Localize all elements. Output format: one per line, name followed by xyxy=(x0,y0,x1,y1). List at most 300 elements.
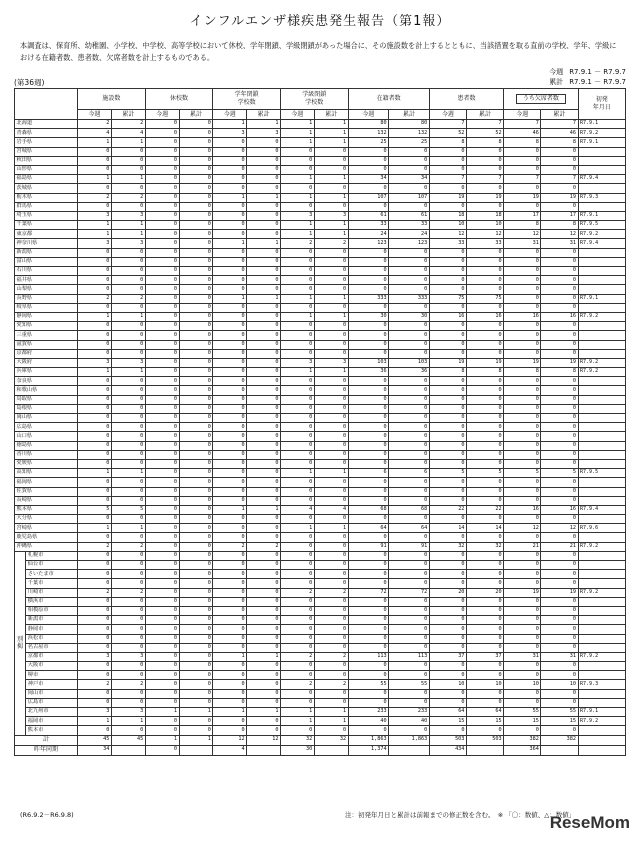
value-cell: 34 xyxy=(348,175,389,184)
value-cell: 0 xyxy=(541,662,578,671)
value-cell: 0 xyxy=(247,524,281,533)
city-row xyxy=(15,551,626,560)
value-cell: 0 xyxy=(213,570,247,579)
value-cell: 5 xyxy=(504,469,541,478)
value-cell: 0 xyxy=(247,717,281,726)
value-cell: 0 xyxy=(466,496,503,505)
value-cell: 3 xyxy=(280,358,314,367)
value-cell: 0 xyxy=(348,459,389,468)
prefecture-row xyxy=(15,129,626,138)
value-cell: 0 xyxy=(247,423,281,432)
value-cell: 0 xyxy=(111,616,145,625)
value-cell: 0 xyxy=(280,643,314,652)
region-name: 秋田県 xyxy=(15,156,78,165)
value-cell: 8 xyxy=(541,221,578,230)
value-cell: 0 xyxy=(466,662,503,671)
value-cell: 64 xyxy=(466,708,503,717)
value-cell: 1 xyxy=(78,469,112,478)
value-cell: 0 xyxy=(179,377,213,386)
value-cell: 0 xyxy=(111,267,145,276)
value-cell xyxy=(247,745,281,755)
value-cell: 0 xyxy=(466,423,503,432)
subheader-this-week: 今週 xyxy=(145,110,179,120)
value-cell: 0 xyxy=(348,377,389,386)
value-cell: 0 xyxy=(247,414,281,423)
prefecture-row xyxy=(15,322,626,331)
value-cell: 0 xyxy=(213,680,247,689)
value-cell: 0 xyxy=(541,533,578,542)
value-cell: 0 xyxy=(213,625,247,634)
value-cell: 3 xyxy=(247,129,281,138)
city-row xyxy=(15,597,626,606)
value-cell: 0 xyxy=(247,478,281,487)
value-cell: 0 xyxy=(314,395,348,404)
region-name: 三重県 xyxy=(15,331,78,340)
prefecture-row xyxy=(15,138,626,147)
first-onset-date xyxy=(578,147,625,156)
value-cell: 0 xyxy=(541,441,578,450)
value-cell: 0 xyxy=(78,478,112,487)
value-cell: 0 xyxy=(111,643,145,652)
value-cell: 0 xyxy=(348,634,389,643)
value-cell: 0 xyxy=(247,579,281,588)
value-cell: 0 xyxy=(314,643,348,652)
value-cell: 0 xyxy=(314,689,348,698)
value-cell: 0 xyxy=(78,515,112,524)
value-cell: 0 xyxy=(213,377,247,386)
value-cell: 1 xyxy=(280,469,314,478)
region-name: 奈良県 xyxy=(15,377,78,386)
value-cell: 0 xyxy=(429,147,466,156)
value-cell: 1 xyxy=(314,368,348,377)
value-cell: 1 xyxy=(314,120,348,129)
value-cell: 0 xyxy=(389,202,430,211)
value-cell: 3 xyxy=(111,239,145,248)
this-week-label: 今週 xyxy=(549,68,564,76)
value-cell: 0 xyxy=(247,147,281,156)
prefecture-row xyxy=(15,432,626,441)
value-cell: 0 xyxy=(78,276,112,285)
city-row xyxy=(15,634,626,643)
value-cell: 0 xyxy=(179,120,213,129)
value-cell: 61 xyxy=(389,211,430,220)
prefecture-row xyxy=(15,469,626,478)
value-cell: 2 xyxy=(111,588,145,597)
total-row xyxy=(15,735,626,745)
value-cell: 2 xyxy=(78,294,112,303)
value-cell: 0 xyxy=(466,248,503,257)
value-cell: 0 xyxy=(247,358,281,367)
value-cell: 0 xyxy=(348,726,389,735)
previous-period-note: (R6.9.2－R6.9.8) xyxy=(20,811,74,819)
value-cell: 0 xyxy=(504,257,541,266)
value-cell: 0 xyxy=(541,404,578,413)
value-cell: 0 xyxy=(504,404,541,413)
value-cell: 0 xyxy=(247,331,281,340)
value-cell: 0 xyxy=(466,414,503,423)
value-cell: 0 xyxy=(145,680,179,689)
value-cell: 0 xyxy=(389,616,430,625)
value-cell: 0 xyxy=(179,717,213,726)
first-onset-date xyxy=(578,662,625,671)
value-cell: 0 xyxy=(213,423,247,432)
first-onset-date: R7.9.2 xyxy=(578,588,625,597)
value-cell: 0 xyxy=(389,147,430,156)
value-cell: 0 xyxy=(145,634,179,643)
value-cell: 0 xyxy=(314,414,348,423)
region-name: 山口県 xyxy=(15,432,78,441)
value-cell: 0 xyxy=(213,478,247,487)
value-cell: 0 xyxy=(78,432,112,441)
value-cell: 0 xyxy=(213,515,247,524)
value-cell: 36 xyxy=(389,368,430,377)
value-cell: 0 xyxy=(504,606,541,615)
value-cell: 17 xyxy=(541,211,578,220)
value-cell: 0 xyxy=(429,386,466,395)
value-cell: 0 xyxy=(314,147,348,156)
first-onset-date xyxy=(578,735,625,745)
value-cell: 0 xyxy=(429,515,466,524)
value-cell: 0 xyxy=(179,202,213,211)
subheader-this-week: 今週 xyxy=(504,110,541,120)
value-cell: 0 xyxy=(389,248,430,257)
value-cell: 0 xyxy=(78,698,112,707)
value-cell: 3 xyxy=(111,652,145,661)
value-cell: 0 xyxy=(389,671,430,680)
value-cell: 0 xyxy=(541,156,578,165)
region-name: 宮崎県 xyxy=(15,524,78,533)
value-cell: 0 xyxy=(466,156,503,165)
first-onset-date xyxy=(578,606,625,615)
value-cell: 0 xyxy=(541,377,578,386)
value-cell: 19 xyxy=(429,358,466,367)
value-cell: 0 xyxy=(111,450,145,459)
first-onset-date: R7.9.1 xyxy=(578,294,625,303)
value-cell: 0 xyxy=(247,606,281,615)
value-cell: 0 xyxy=(314,322,348,331)
value-cell: 0 xyxy=(389,404,430,413)
first-onset-date xyxy=(578,248,625,257)
value-cell xyxy=(314,745,348,755)
value-cell: 0 xyxy=(280,267,314,276)
value-cell: 0 xyxy=(541,184,578,193)
value-cell: 0 xyxy=(541,726,578,735)
value-cell: 1 xyxy=(213,708,247,717)
first-onset-date: R7.9.2 xyxy=(578,129,625,138)
value-cell: 6 xyxy=(389,469,430,478)
prefecture-row xyxy=(15,294,626,303)
value-cell: 0 xyxy=(466,487,503,496)
prefecture-row xyxy=(15,221,626,230)
value-cell: 0 xyxy=(429,423,466,432)
value-cell: 0 xyxy=(429,349,466,358)
first-onset-date xyxy=(578,745,625,755)
value-cell: 0 xyxy=(429,634,466,643)
value-cell: 0 xyxy=(280,414,314,423)
row-label: 昨年同期 xyxy=(15,745,78,755)
value-cell: 1 xyxy=(280,193,314,202)
value-cell: 0 xyxy=(145,276,179,285)
region-name: 福岡市 xyxy=(26,717,78,726)
value-cell: 0 xyxy=(111,322,145,331)
value-cell: 0 xyxy=(78,533,112,542)
header-enrolled: 在籍者数 xyxy=(348,89,429,110)
value-cell: 0 xyxy=(389,423,430,432)
value-cell: 0 xyxy=(247,671,281,680)
value-cell: 0 xyxy=(213,487,247,496)
value-cell: 2 xyxy=(280,588,314,597)
value-cell: 0 xyxy=(179,340,213,349)
value-cell: 22 xyxy=(466,505,503,514)
week-label: (第36週) xyxy=(14,78,45,87)
value-cell: 0 xyxy=(348,267,389,276)
value-cell: 0 xyxy=(247,175,281,184)
value-cell: 16 xyxy=(541,505,578,514)
city-row xyxy=(15,662,626,671)
value-cell: 0 xyxy=(145,211,179,220)
value-cell: 0 xyxy=(179,165,213,174)
value-cell: 32 xyxy=(429,542,466,551)
value-cell: 0 xyxy=(389,662,430,671)
value-cell: 0 xyxy=(541,478,578,487)
value-cell xyxy=(111,745,145,755)
value-cell: 0 xyxy=(213,634,247,643)
first-onset-date xyxy=(578,432,625,441)
prefecture-row xyxy=(15,459,626,468)
region-name: 神戸市 xyxy=(26,680,78,689)
value-cell: 5 xyxy=(111,505,145,514)
first-onset-date: R7.9.6 xyxy=(578,524,625,533)
value-cell: 0 xyxy=(466,579,503,588)
value-cell: 64 xyxy=(389,524,430,533)
value-cell: 1 xyxy=(78,524,112,533)
value-cell: 0 xyxy=(389,606,430,615)
value-cell: 0 xyxy=(247,643,281,652)
value-cell: 0 xyxy=(145,395,179,404)
value-cell: 1 xyxy=(111,717,145,726)
region-name: 埼玉県 xyxy=(15,211,78,220)
region-name: 福岡県 xyxy=(15,478,78,487)
header-closure: 休校数 xyxy=(145,89,213,110)
region-name: 神奈川県 xyxy=(15,239,78,248)
value-cell: 0 xyxy=(541,349,578,358)
cumulative-range: R7.9.1 － R7.9.7 xyxy=(569,78,626,86)
value-cell: 31 xyxy=(504,239,541,248)
value-cell: 24 xyxy=(389,230,430,239)
value-cell: 0 xyxy=(179,606,213,615)
value-cell: 0 xyxy=(429,248,466,257)
value-cell: 25 xyxy=(389,138,430,147)
value-cell: 0 xyxy=(213,606,247,615)
value-cell: 0 xyxy=(179,597,213,606)
value-cell: 1 xyxy=(280,524,314,533)
prefecture-row xyxy=(15,414,626,423)
value-cell: 1 xyxy=(280,230,314,239)
value-cell: 0 xyxy=(466,478,503,487)
value-cell: 0 xyxy=(348,662,389,671)
value-cell: 0 xyxy=(213,404,247,413)
value-cell: 0 xyxy=(111,432,145,441)
value-cell: 0 xyxy=(179,671,213,680)
value-cell: 0 xyxy=(111,257,145,266)
value-cell: 1 xyxy=(247,120,281,129)
value-cell: 0 xyxy=(280,551,314,560)
region-name: 佐賀県 xyxy=(15,487,78,496)
value-cell: 0 xyxy=(314,542,348,551)
value-cell: 0 xyxy=(179,230,213,239)
first-onset-date xyxy=(578,551,625,560)
value-cell: 0 xyxy=(466,147,503,156)
value-cell: 19 xyxy=(541,588,578,597)
subheader-this-week: 今週 xyxy=(213,110,247,120)
value-cell: 91 xyxy=(348,542,389,551)
value-cell: 107 xyxy=(348,193,389,202)
value-cell: 10 xyxy=(504,680,541,689)
value-cell: 0 xyxy=(78,202,112,211)
value-cell: 0 xyxy=(429,579,466,588)
prefecture-row xyxy=(15,487,626,496)
prefecture-row xyxy=(15,450,626,459)
subheader-row xyxy=(15,110,626,120)
value-cell: 0 xyxy=(504,459,541,468)
value-cell: 19 xyxy=(429,193,466,202)
region-name: 愛媛県 xyxy=(15,459,78,468)
value-cell: 0 xyxy=(213,597,247,606)
value-cell: 0 xyxy=(389,643,430,652)
value-cell: 0 xyxy=(466,689,503,698)
value-cell: 2 xyxy=(78,120,112,129)
value-cell: 0 xyxy=(466,726,503,735)
first-onset-date: R7.9.2 xyxy=(578,358,625,367)
value-cell: 68 xyxy=(348,505,389,514)
prefecture-row xyxy=(15,395,626,404)
first-onset-date xyxy=(578,671,625,680)
value-cell: 0 xyxy=(466,340,503,349)
city-row xyxy=(15,570,626,579)
value-cell: 0 xyxy=(348,349,389,358)
region-name: 北九州市 xyxy=(26,708,78,717)
value-cell: 0 xyxy=(280,671,314,680)
value-cell: 3 xyxy=(314,211,348,220)
first-onset-date xyxy=(578,450,625,459)
value-cell: 0 xyxy=(541,395,578,404)
value-cell: 0 xyxy=(348,285,389,294)
value-cell: 10 xyxy=(429,221,466,230)
value-cell: 0 xyxy=(78,671,112,680)
value-cell: 503 xyxy=(429,735,466,745)
value-cell: 1 xyxy=(314,469,348,478)
value-cell: 0 xyxy=(280,331,314,340)
prefecture-row xyxy=(15,358,626,367)
value-cell: 0 xyxy=(429,184,466,193)
value-cell: 132 xyxy=(389,129,430,138)
value-cell: 0 xyxy=(179,643,213,652)
value-cell: 0 xyxy=(504,276,541,285)
value-cell: 0 xyxy=(541,496,578,505)
first-onset-date xyxy=(578,276,625,285)
value-cell: 3 xyxy=(111,708,145,717)
value-cell: 40 xyxy=(348,717,389,726)
prefecture-row xyxy=(15,285,626,294)
value-cell: 0 xyxy=(247,322,281,331)
value-cell: 0 xyxy=(348,487,389,496)
value-cell: 0 xyxy=(111,340,145,349)
value-cell: 1 xyxy=(111,368,145,377)
value-cell: 1 xyxy=(314,129,348,138)
value-cell: 0 xyxy=(111,606,145,615)
value-cell: 16 xyxy=(504,312,541,321)
value-cell: 0 xyxy=(314,625,348,634)
value-cell: 2 xyxy=(78,588,112,597)
city-row xyxy=(15,625,626,634)
value-cell: 22 xyxy=(429,505,466,514)
value-cell: 0 xyxy=(78,441,112,450)
value-cell: 0 xyxy=(541,294,578,303)
value-cell: 0 xyxy=(78,459,112,468)
value-cell: 0 xyxy=(78,662,112,671)
value-cell: 0 xyxy=(179,294,213,303)
value-cell: 0 xyxy=(314,459,348,468)
value-cell: 0 xyxy=(504,156,541,165)
value-cell: 0 xyxy=(429,441,466,450)
value-cell: 0 xyxy=(179,726,213,735)
value-cell: 0 xyxy=(247,202,281,211)
value-cell: 0 xyxy=(541,487,578,496)
value-cell: 0 xyxy=(429,606,466,615)
value-cell: 19 xyxy=(541,358,578,367)
value-cell: 1 xyxy=(111,312,145,321)
first-onset-date xyxy=(578,202,625,211)
value-cell: 0 xyxy=(504,671,541,680)
value-cell: 0 xyxy=(280,487,314,496)
value-cell: 0 xyxy=(348,404,389,413)
value-cell: 0 xyxy=(179,358,213,367)
value-cell: 0 xyxy=(541,147,578,156)
value-cell: 0 xyxy=(111,551,145,560)
value-cell: 12 xyxy=(247,735,281,745)
value-cell: 1,863 xyxy=(348,735,389,745)
value-cell: 25 xyxy=(348,138,389,147)
value-cell: 0 xyxy=(541,551,578,560)
value-cell: 0 xyxy=(247,211,281,220)
value-cell: 0 xyxy=(280,248,314,257)
city-row xyxy=(15,561,626,570)
region-name: 千葉市 xyxy=(26,579,78,588)
value-cell: 0 xyxy=(314,551,348,560)
value-cell: 0 xyxy=(314,726,348,735)
value-cell: 0 xyxy=(541,340,578,349)
value-cell: 0 xyxy=(145,221,179,230)
value-cell: 0 xyxy=(314,634,348,643)
value-cell: 0 xyxy=(145,469,179,478)
prefecture-row xyxy=(15,230,626,239)
region-name: 沖縄県 xyxy=(15,542,78,551)
value-cell: 0 xyxy=(179,239,213,248)
value-cell: 52 xyxy=(429,129,466,138)
value-cell: 64 xyxy=(348,524,389,533)
prefecture-row xyxy=(15,533,626,542)
value-cell: 0 xyxy=(111,533,145,542)
region-name: 石川県 xyxy=(15,267,78,276)
value-cell: 55 xyxy=(504,708,541,717)
first-onset-date xyxy=(578,340,625,349)
value-cell: 0 xyxy=(247,469,281,478)
value-cell: 0 xyxy=(111,276,145,285)
value-cell: 0 xyxy=(429,496,466,505)
region-name: 札幌市 xyxy=(26,551,78,560)
value-cell: 0 xyxy=(541,625,578,634)
value-cell: 0 xyxy=(466,202,503,211)
